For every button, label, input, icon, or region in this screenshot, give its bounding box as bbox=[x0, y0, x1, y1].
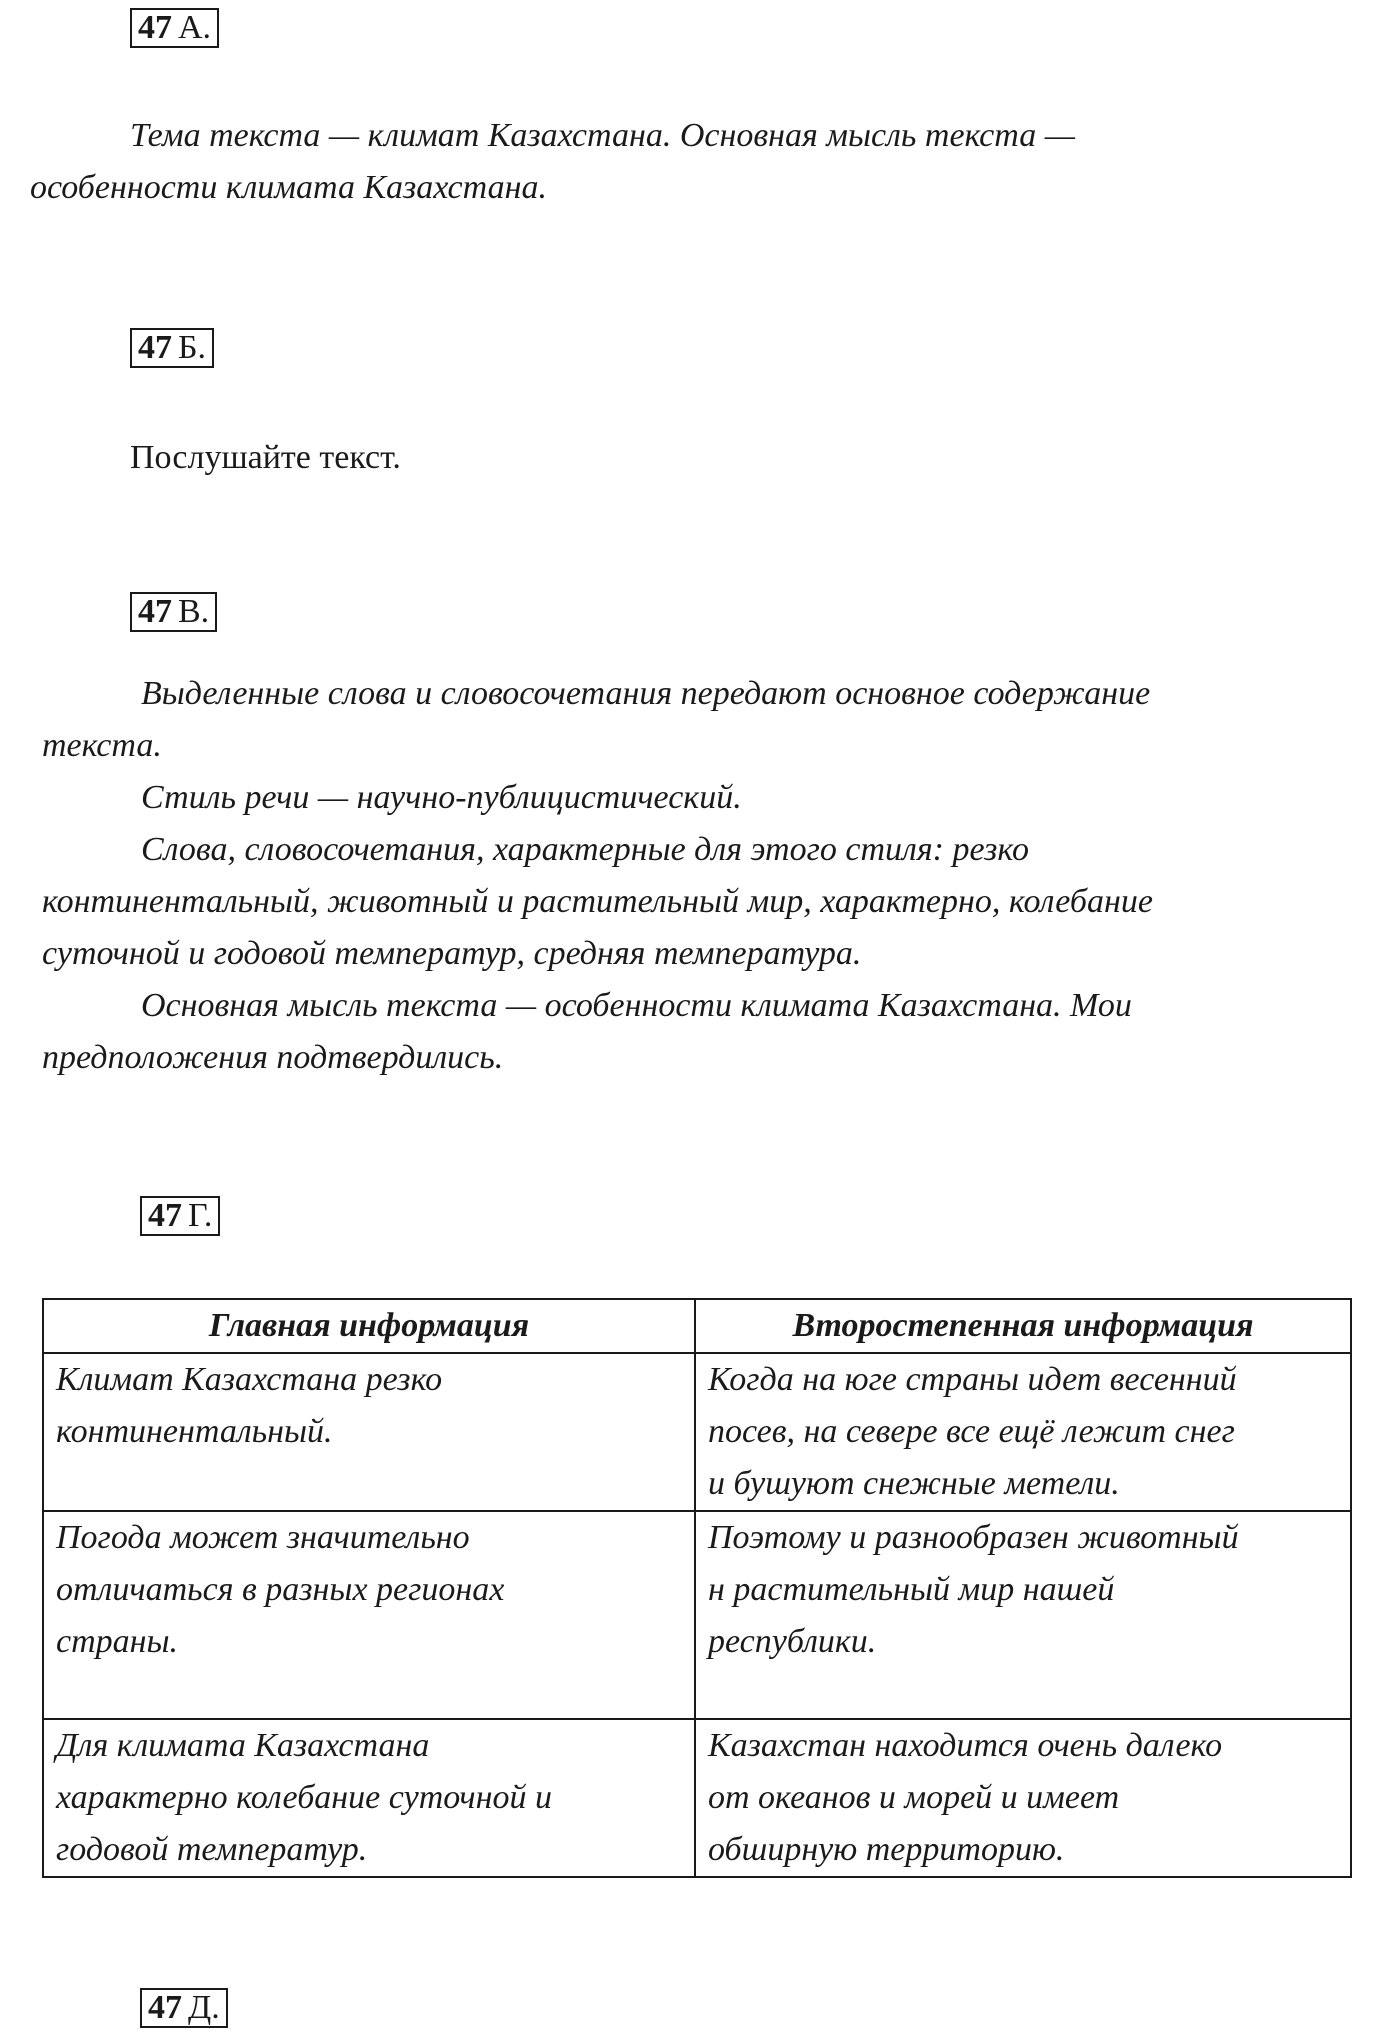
table-row bbox=[43, 1511, 1351, 1719]
answer-line: континентальный, животный и растительный мир, характерно, колебание bbox=[42, 883, 1153, 920]
exercise-number: 47 bbox=[138, 593, 172, 630]
information-table bbox=[42, 1298, 1352, 1878]
answer-47v bbox=[42, 668, 1153, 1084]
cell-line: республики. bbox=[708, 1623, 877, 1660]
cell-line: Казахстан находится очень далеко bbox=[708, 1727, 1223, 1764]
exercise-number: 47 bbox=[138, 329, 172, 366]
cell-main-info bbox=[43, 1719, 695, 1877]
cell-line: н растительный мир нашей bbox=[708, 1571, 1115, 1608]
cell-line: обширную территорию. bbox=[708, 1831, 1065, 1868]
cell-main-info bbox=[43, 1511, 695, 1719]
exercise-label-47d bbox=[140, 1988, 228, 2028]
cell-line: характерно колебание суточной и bbox=[56, 1779, 552, 1816]
answer-47b: Послушайте текст. bbox=[130, 439, 401, 476]
exercise-letter: А. bbox=[178, 9, 212, 46]
exercise-number: 47 bbox=[138, 9, 172, 46]
cell-line: континентальный. bbox=[56, 1413, 333, 1450]
cell-line: Поэтому и разнообразен животный bbox=[708, 1519, 1239, 1556]
cell-secondary-info bbox=[695, 1511, 1351, 1719]
answer-line: предположения подтвердились. bbox=[42, 1039, 504, 1076]
exercise-label-47g bbox=[140, 1196, 220, 1236]
table-row bbox=[43, 1719, 1351, 1877]
answer-47a bbox=[30, 110, 1075, 214]
cell-line: Когда на юге страны идет весенний bbox=[708, 1361, 1237, 1398]
cell-line: Климат Казахстана резко bbox=[56, 1361, 443, 1398]
header-main-info: Главная информация bbox=[43, 1299, 695, 1353]
cell-line: Погода может значительно bbox=[56, 1519, 470, 1556]
cell-line: Для климата Казахстана bbox=[56, 1727, 430, 1764]
cell-line: от океанов и морей и имеет bbox=[708, 1779, 1120, 1816]
answer-line: суточной и годовой температур, средняя температура. bbox=[42, 935, 862, 972]
cell-line: отличаться в разных регионах bbox=[56, 1571, 505, 1608]
cell-line: посев, на севере все ещё лежит снег bbox=[708, 1413, 1235, 1450]
answer-line: текста. bbox=[42, 727, 162, 764]
cell-secondary-info bbox=[695, 1353, 1351, 1511]
answer-line: Слова, словосочетания, характерные для этого стиля: резко bbox=[141, 831, 1029, 868]
cell-main-info bbox=[43, 1353, 695, 1511]
table-header-row bbox=[43, 1299, 1351, 1353]
answer-line: Стиль речи — научно-публицистический. bbox=[141, 779, 742, 816]
table-row bbox=[43, 1353, 1351, 1511]
cell-line: страны. bbox=[56, 1623, 179, 1660]
exercise-label-47v bbox=[130, 592, 217, 632]
exercise-letter: В. bbox=[178, 593, 210, 630]
cell-line: годовой температур. bbox=[56, 1831, 368, 1868]
exercise-label-47a bbox=[130, 8, 219, 48]
answer-line: особенности климата Казахстана. bbox=[30, 169, 547, 206]
exercise-letter: Г. bbox=[188, 1197, 213, 1234]
cell-secondary-info bbox=[695, 1719, 1351, 1877]
answer-line: Выделенные слова и словосочетания передают основное содержание bbox=[141, 675, 1151, 712]
exercise-number: 47 bbox=[148, 1989, 182, 2026]
exercise-letter: Б. bbox=[178, 329, 207, 366]
exercise-label-47b bbox=[130, 328, 214, 368]
exercise-number: 47 bbox=[148, 1197, 182, 1234]
exercise-letter: Д. bbox=[188, 1989, 220, 2026]
answer-line: Тема текста — климат Казахстана. Основная мысль текста — bbox=[130, 117, 1075, 154]
answer-line: Основная мысль текста — особенности климата Казахстана. Мои bbox=[141, 987, 1132, 1024]
header-secondary-info: Второстепенная информация bbox=[695, 1299, 1351, 1353]
cell-line: и бушуют снежные метели. bbox=[708, 1465, 1120, 1502]
